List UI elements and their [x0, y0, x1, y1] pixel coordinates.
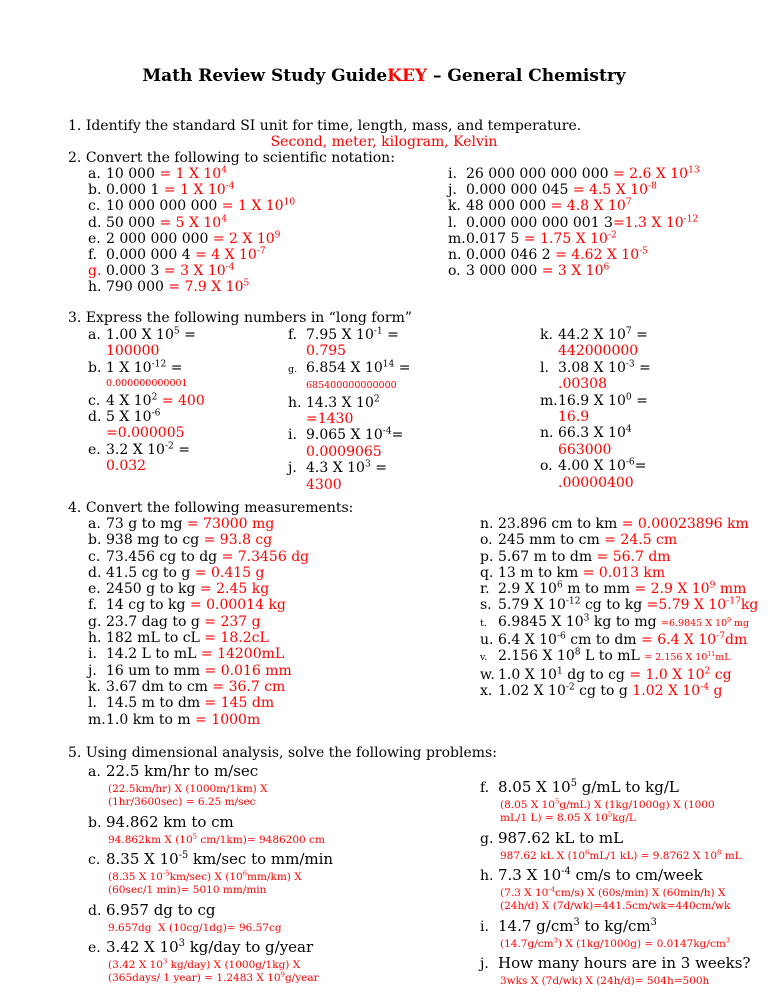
q1-answer: Second, meter, kilogram, Kelvin [270, 134, 498, 150]
q3-col-1: a. 1.00 X $10^5$ = 100000 b. 1 X $10^{-12}$ = 0.000000000001 c. 4 X $10^2 = 400$ d. 5 X $10^{-6}$ =0.000005 e. 3.2 X $10^{-2}$ = 0.032 [88, 326, 205, 475]
q3-col-2: f. 7.95 X $10^{-1}$ = 0.795 g. 6.854 X $10^{14}$ = 685400000000000 h. 14.3 X $10^2$ =1430 i. 9.065 X $10^{-4}=$ 0.0009065 j. 4.3 X $10^3$ = 4300 [288, 326, 411, 493]
page-title: Math Review Study GuideKEY – General Chemistry [142, 66, 626, 86]
q2-right-list: i. 26 000 000 000 000 = 2.6 X $10^{13}$ j. 0.000 000 045 = 4.5 X $10^{-8}$ k. 48 000 000 = 4.8 X $10^7$ l. 0.000 000 000 001 3=1.3 X $10^{-12}$ m.0.017 5 = 1.75 X $10^{-2}$ n. 0.000 046 2 = 4.62 X $10^{-5}$ o. 3 000 000 = 3 X $10^6$ [448, 165, 700, 280]
q5-right-list: f. 8.05 X $10^5$ g/mL to kg/L (8.05 X $10^5g/mL$) X (1kg/1000g) X (1000 mL/1 L) = 8.05 X $10^5kg/L$ g. 987.62 kL to mL 987.62 kL X ($10^6mL/1$ kL) = 9.8762 X $10^8$ mL h. 7.3 X $10^{-4}$ cm/s to cm/week (7.3 X $10^{-4}cm/s$) X (60s/min) X (60min/h) X (24h/d) X (7d/wk)=441.5cm/wk=440cm/wk i. 14.7 $g/cm^3$ to $kg/cm^3$ $(14.7g/cm^3)$ X $(1kg/1000g) = 0.0147kg/cm^3$ j. How many hours are in 3 weeks? 3wks X (7d/wk) X (24h/d)= 504h=500h [480, 778, 751, 987]
q4-right-list: n. 23.896 cm to km = 0.00023896 km o. 245 mm to cm = 24.5 cm p. 5.67 m to dm = 56.7 dm q. 13 m to km = 0.013 km r. 2.9 X $10^6$ m to mm = 2.9 X $10^9$ mm s. 5.79 X $10^{-12}$ cg to kg =5.79 X $10^{-17}kg$ t. 6.9845 X $10^3$ kg to mg =6.9845 X $10^9$ mg u. 6.4 X $10^{-6}$ cm to dm = 6.4 X $10^{-7}dm$ v. 2.156 X $10^8$ L to mL = 2.156 X $10^{11}mL$ w. 1.0 X $10^1$ dg to cg = 1.0 X $10^2$ cg x. 1.02 X $10^{-2}$ cg to g 1.02 X $10^{-4}$ g [480, 516, 759, 699]
q4-question: 4. Convert the following measurements: [68, 500, 354, 516]
q3-question: 3. Express the following numbers in “long form” [68, 310, 413, 326]
q5-question: 5. Using dimensional analysis, solve the following problems: [68, 745, 497, 761]
q2-question: 2. Convert the following to scientific notation: [68, 150, 395, 166]
q3-col-3: k. 44.2 X $10^7$ = 442000000 l. 3.08 X $10^{-3}$ = .00308 m.16.9 X $10^0$ = 16.9 n. 66.3 X $10^4$ 663000 o. 4.00 X $10^{-6}=$ .00000400 [540, 326, 651, 491]
q1-question: 1. Identify the standard SI unit for time, length, mass, and temperature. [68, 118, 582, 134]
q4-left-list: a. 73 g to mg = 73000 mg b. 938 mg to cg = 93.8 cg c. 73.456 cg to dg = 7.3456 dg d. 41.5 cg to g = 0.415 g e. 2450 g to kg = 2.45 kg f. 14 cg to kg = 0.00014 kg g. 23.7 dag to g = 237 g h. 182 mL to cL = 18.2cL i. 14.2 L to mL = 14200mL j. 16 um to mm = 0.016 mm k. 3.67 dm to cm = 36.7 cm l. 14.5 m to dm = 145 dm m.1.0 km to m = 1000m [88, 516, 310, 728]
q2-left-list: a. 10 000 = 1 X $10^4$ b. 0.000 1 = 1 X $10^{-4}$ c. 10 000 000 000 = 1 X $10^{10}$ d. 50 000 = 5 X $10^4$ e. 2 000 000 000 = 2 X $10^9$ f. 0.000 000 4 = 4 X $10^{-7}$ g. 0.000 3 = 3 X $10^{-4}$ h. 790 000 = 7.9 X $10^5$ [88, 165, 296, 296]
q5-left-list: a. 22.5 km/hr to m/sec (22.5km/hr) X (1000m/1km) X (1hr/3600sec) = 6.25 m/sec b. 94.862 km to cm 94.862km X ($10^5$ cm/1km)= 9486200 cm c. 8.35 X $10^{-5}$ km/sec to mm/min (8.35 X $10^{-5}km/\sec$) X $(10^6mm/km)$ X (60sec/1 min)= 5010 mm/min d. 6.957 dg to cg 9.657dg X (10cg/1dg)= 96.57cg e. 3.42 X $10^3$ kg/day to g/year (3.42 X $10^3$ kg/day) X (1000g/1kg) X (365days/ 1 year) = 1.2483 X $10^9g$/year [88, 762, 334, 984]
